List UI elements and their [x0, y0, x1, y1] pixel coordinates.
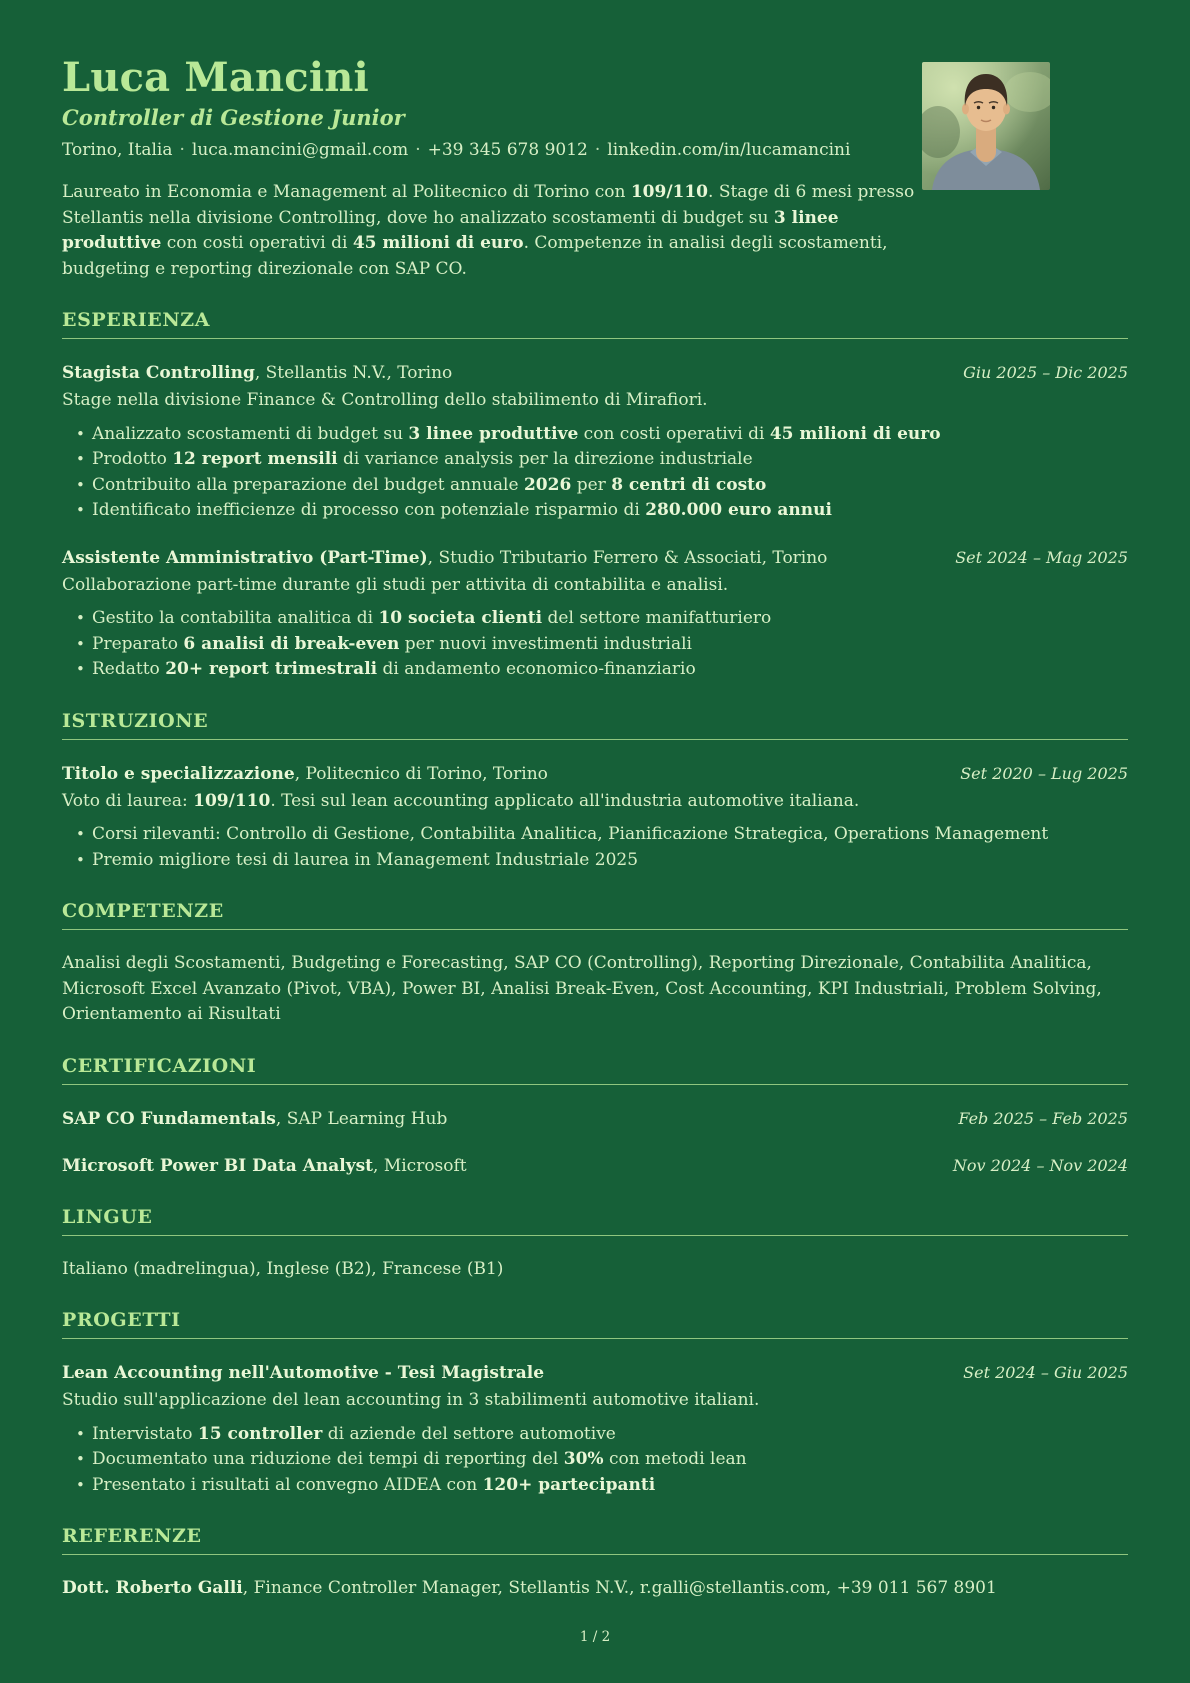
bullet-marker: • [76, 609, 85, 628]
text: Stage nella divisione Finance & Controlling dello stabilimento di Mirafiori. [62, 390, 708, 411]
section-rule [62, 929, 1128, 930]
bullet-list [62, 422, 1128, 524]
text: . Stage di 6 mesi presso Stellantis nella divisione Controlling, dove ho analizzato scostamenti di budget su [62, 182, 915, 228]
bold-text: Lean Accounting nell'Automotive - Tesi Magistrale [62, 1363, 545, 1384]
bullet-marker: • [76, 850, 85, 869]
bold-text: 2026 [523, 474, 572, 495]
page-number: 1 / 2 [579, 1629, 611, 1645]
section-title: ISTRUZIONE [62, 709, 209, 732]
text: , Studio Tributario Ferrero & Associati, Torino [427, 547, 828, 568]
bold-text: Dott. Roberto Galli [62, 1578, 243, 1599]
bold-text: 120+ partecipanti [482, 1474, 656, 1495]
bullet-marker: • [76, 1450, 85, 1469]
bullet-marker: • [76, 450, 85, 469]
text: Italiano (madrelingua), Inglese (B2), Francese (B1) [62, 1258, 504, 1279]
bullet-item [76, 632, 1128, 658]
bullet-marker: • [76, 634, 85, 653]
entry-text [62, 1257, 1128, 1283]
bold-text: Assistente Amministrativo (Part-Time) [62, 547, 428, 568]
entry [62, 1257, 1128, 1283]
bold-text: 8 centri di costo [611, 474, 767, 495]
text: Identificato inefficienze di processo con potenziale risparmio di [92, 500, 646, 521]
bullet-item [76, 473, 1128, 499]
bullet-text [92, 634, 692, 654]
summary-paragraph [62, 180, 920, 282]
contact-separator: · [594, 140, 601, 161]
section-title: CERTIFICAZIONI [62, 1054, 257, 1077]
entry [62, 545, 1128, 683]
page-footer [0, 1629, 1190, 1645]
bullet-item [76, 606, 1128, 632]
entry-heading [62, 1361, 544, 1386]
bullet-marker: • [76, 660, 85, 679]
section-title: REFERENZE [62, 1525, 202, 1548]
section-rule [62, 1235, 1128, 1236]
bullet-text [92, 659, 696, 679]
bold-text: 45 milioni di euro [352, 233, 524, 254]
section-referenze [62, 1525, 1128, 1602]
bullet-list [62, 1422, 1128, 1499]
entry-heading-row [62, 360, 1128, 386]
text: Contribuito alla preparazione del budget annuale [92, 474, 524, 495]
bold-text: 12 report mensili [172, 449, 338, 470]
entry-date: Set 2024 – Giu 2025 [963, 1363, 1128, 1383]
bullet-text [92, 850, 638, 870]
entry-date: Nov 2024 – Nov 2024 [952, 1155, 1128, 1175]
bullet-marker: • [76, 501, 85, 520]
header [62, 56, 1128, 162]
text: con metodi lean [603, 1449, 747, 1470]
bold-text: 30% [563, 1449, 604, 1470]
section-esperienza [62, 309, 1128, 683]
entry [62, 1106, 1128, 1132]
text: del settore manifatturiero [542, 608, 772, 629]
text: con costi operativi di [161, 233, 353, 254]
contact-item: luca.mancini@gmail.com [191, 140, 409, 161]
section-rule [62, 739, 1128, 740]
bullet-text [92, 608, 771, 628]
section-title: LINGUE [62, 1205, 153, 1228]
entry [62, 1153, 1128, 1179]
bullet-text [92, 824, 1048, 844]
text: Corsi rilevanti: Controllo di Gestione, Contabilita Analitica, Pianificazione Strategica, Operations Management [92, 824, 1049, 845]
bold-text: 45 milioni di euro [769, 423, 941, 444]
section-progetti [62, 1309, 1128, 1498]
entry-heading [62, 546, 827, 571]
bold-text: 109/110 [193, 790, 271, 811]
entry-heading-row [62, 1360, 1128, 1386]
bold-text: 3 linee produttive [62, 207, 839, 254]
bullet-text [92, 424, 941, 444]
portrait-illustration [922, 62, 1050, 190]
entry-subtext [62, 573, 1128, 599]
text: per [571, 474, 612, 495]
bullet-marker: • [76, 1475, 85, 1494]
entry-heading-row [62, 1106, 1128, 1132]
entry [62, 1360, 1128, 1498]
contact-item: Torino, Italia [62, 140, 173, 161]
bullet-item [76, 1473, 1128, 1499]
text: . Tesi sul lean accounting applicato all'industria automotive italiana. [270, 790, 860, 811]
text: Presentato i risultati al convegno AIDEA con [92, 1474, 483, 1495]
bold-text: 3 linee produttive [408, 423, 579, 444]
entry [62, 761, 1128, 874]
section-certificazioni [62, 1055, 1128, 1179]
section-lingue [62, 1206, 1128, 1283]
text: Voto di laurea: [62, 790, 194, 811]
entry-heading [62, 1107, 447, 1132]
profile-photo [922, 62, 1050, 190]
entry-heading [62, 361, 452, 386]
entry-date: Feb 2025 – Feb 2025 [958, 1108, 1128, 1128]
entry-date: Giu 2025 – Dic 2025 [963, 363, 1128, 383]
sections-container [62, 309, 1128, 1602]
bullet-marker: • [76, 825, 85, 844]
entry-heading-row [62, 1153, 1128, 1179]
entry-subtext [62, 388, 1128, 414]
entry [62, 951, 1128, 1028]
text: Studio sull'applicazione del lean accounting in 3 stabilimenti automotive italiani. [62, 1390, 760, 1411]
bold-text: 280.000 euro annui [645, 500, 832, 521]
bold-text: 6 analisi di break-even [183, 633, 400, 654]
text: Analisi degli Scostamenti, Budgeting e Forecasting, SAP CO (Controlling), Reporting Direzionale, Contabilita Analitica, Microsoft Excel Avanzato (Pivot, VBA), Power BI, Analisi Break-Even, Cost Accounting, KPI Industriali, Problem Solving, Orientamento ai Risultati [62, 953, 1102, 1025]
text: Premio migliore tesi di laurea in Management Industriale 2025 [92, 849, 639, 870]
text: Prodotto [92, 449, 173, 470]
text: Laureato in Economia e Management al Politecnico di Torino con [62, 182, 631, 203]
bullet-item [76, 848, 1128, 874]
bullet-item [76, 822, 1128, 848]
name-heading: Luca Mancini [62, 54, 369, 101]
bullet-item [76, 1447, 1128, 1473]
bullet-item [76, 422, 1128, 448]
text: con costi operativi di [578, 423, 770, 444]
contact-separator: · [415, 140, 421, 161]
bullet-text [92, 1449, 747, 1469]
contact-separator: · [179, 140, 185, 161]
text: , Stellantis N.V., Torino [254, 363, 453, 384]
section-rule [62, 1084, 1128, 1085]
contact-item: linkedin.com/in/lucamancini [607, 140, 851, 161]
bullet-text [92, 1475, 655, 1495]
bullet-text [92, 475, 766, 495]
bold-text: 15 controller [197, 1423, 323, 1444]
section-title: ESPERIENZA [62, 309, 211, 332]
text: di variance analysis per la direzione industriale [337, 449, 753, 470]
text: Gestito la contabilita analitica di [92, 608, 379, 629]
entry-heading [62, 1154, 467, 1179]
text: Collaborazione part-time durante gli studi per attivita di contabilita e analisi. [62, 574, 729, 595]
bullet-marker: • [76, 475, 85, 494]
bold-text: 109/110 [630, 182, 709, 203]
section-competenze [62, 900, 1128, 1028]
bullet-item [76, 1422, 1128, 1448]
section-istruzione [62, 710, 1128, 874]
bullet-marker: • [76, 1424, 85, 1443]
text: Analizzato scostamenti di budget su [92, 423, 409, 444]
text: di andamento economico-finanziario [377, 659, 696, 680]
bullet-marker: • [76, 424, 85, 443]
entry [62, 1576, 1128, 1602]
section-rule [62, 1338, 1128, 1339]
text: , Politecnico di Torino, Torino [294, 763, 548, 784]
entry-heading [62, 762, 548, 787]
entry-date: Set 2020 – Lug 2025 [960, 763, 1128, 783]
entry-heading-row [62, 545, 1128, 571]
bullet-item [76, 447, 1128, 473]
text: , Microsoft [373, 1155, 467, 1176]
contact-item: +39 345 678 9012 [427, 140, 588, 161]
text: Redatto [92, 659, 166, 680]
bold-text: Stagista Controlling [62, 363, 255, 384]
text: di aziende del settore automotive [322, 1423, 616, 1444]
bullet-text [92, 500, 832, 520]
text: , Finance Controller Manager, Stellantis N.V., r.galli@stellantis.com, +39 011 567 8901 [242, 1578, 997, 1599]
text: . Competenze in analisi degli scostamenti, budgeting e reporting direzionale con SAP CO. [62, 233, 888, 279]
bold-text: 10 societa clienti [378, 608, 543, 629]
entry-text [62, 1576, 1128, 1602]
entry-subtext [62, 789, 1128, 815]
entry [62, 360, 1128, 524]
text: per nuovi investimenti industriali [399, 633, 692, 654]
bold-text: Microsoft Power BI Data Analyst [62, 1155, 374, 1176]
section-title: COMPETENZE [62, 900, 224, 923]
section-rule [62, 1554, 1128, 1555]
text: Intervistato [92, 1423, 198, 1444]
bullet-text [92, 449, 753, 469]
section-title: PROGETTI [62, 1309, 181, 1332]
entry-date: Set 2024 – Mag 2025 [955, 547, 1128, 567]
bold-text: 20+ report trimestrali [165, 659, 378, 680]
text: Preparato [92, 633, 184, 654]
text: , SAP Learning Hub [275, 1108, 448, 1129]
job-title: Controller di Gestione Junior [62, 105, 405, 131]
bullet-item [76, 657, 1128, 683]
entry-heading-row [62, 761, 1128, 787]
bullet-item [76, 498, 1128, 524]
section-rule [62, 338, 1128, 339]
bold-text: Titolo e specializzazione [62, 763, 295, 784]
bullet-text [92, 1424, 616, 1444]
text: Documentato una riduzione dei tempi di reporting del [92, 1449, 564, 1470]
entry-subtext [62, 1388, 1128, 1414]
bullet-list [62, 606, 1128, 683]
entry-text [62, 951, 1128, 1028]
bullet-list [62, 822, 1128, 873]
bold-text: SAP CO Fundamentals [62, 1108, 276, 1129]
